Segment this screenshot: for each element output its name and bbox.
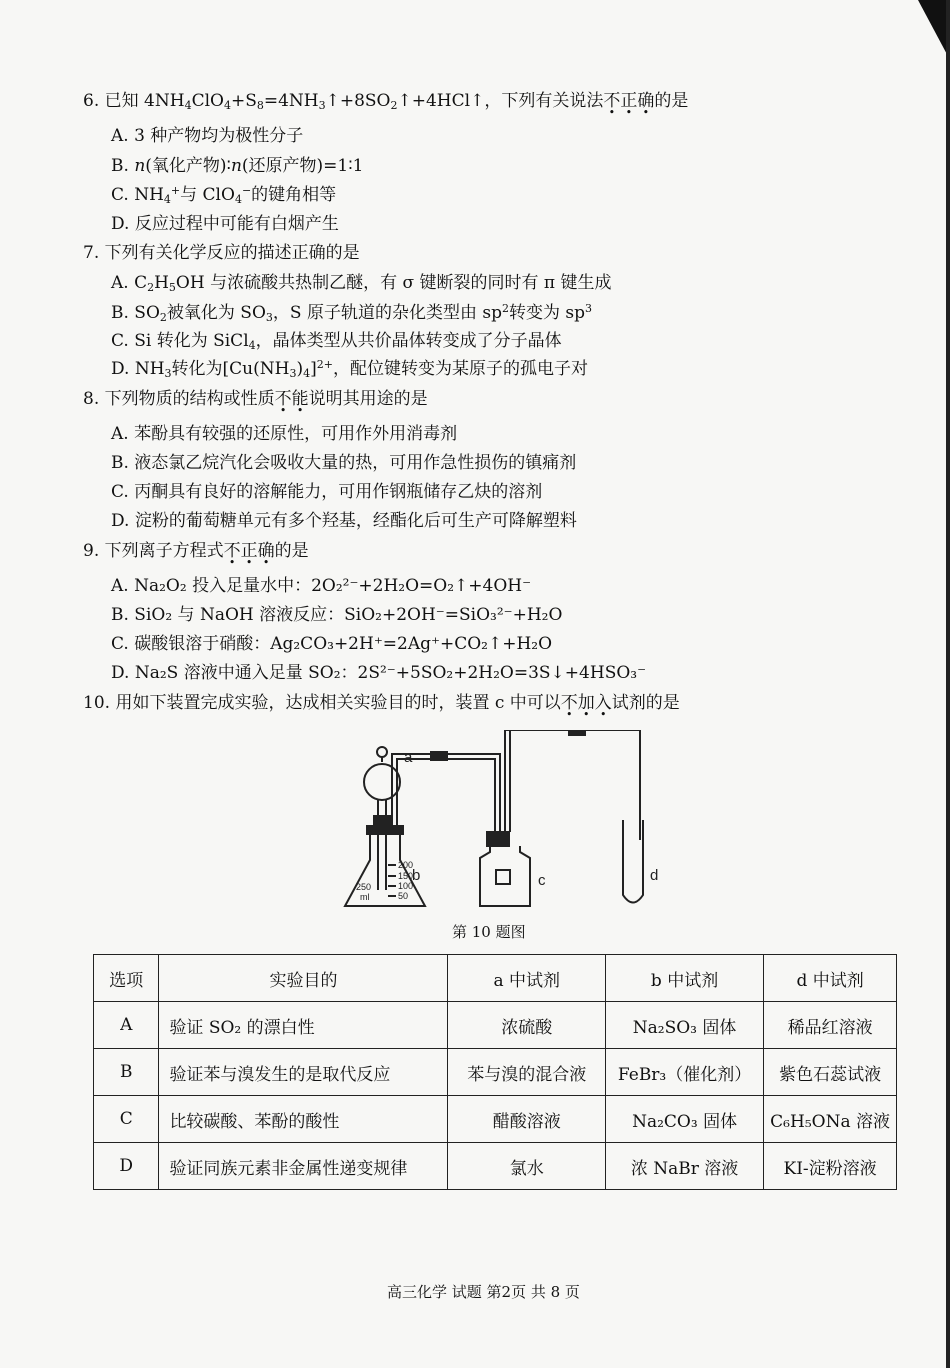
header-cell: a 中试剂 bbox=[448, 955, 606, 1002]
table-cell: B bbox=[94, 1049, 159, 1096]
header-cell: 实验目的 bbox=[159, 955, 448, 1002]
flask-volume: 250 bbox=[356, 882, 372, 892]
table-row bbox=[94, 1002, 897, 1049]
label-c: c bbox=[538, 872, 546, 889]
table-cell: 稀品红溶液 bbox=[764, 1002, 897, 1049]
table-cell: KI-淀粉溶液 bbox=[764, 1143, 897, 1190]
table-cell: 浓 NaBr 溶液 bbox=[605, 1143, 763, 1190]
table-cell: Na₂SO₃ 固体 bbox=[605, 1002, 763, 1049]
grad-100: 100 bbox=[398, 881, 414, 891]
separatory-funnel bbox=[364, 764, 400, 800]
table-cell: 验证同族元素非金属性递变规律 bbox=[159, 1143, 448, 1190]
table-cell: 验证 SO₂ 的漂白性 bbox=[159, 1002, 448, 1049]
table-row bbox=[94, 1049, 897, 1096]
q7-option-d: D. $NH_3$转化为$[Cu(NH_3)_4]^{2+}$，配位键转变为某原子的孤电子对 bbox=[111, 358, 588, 380]
table-row bbox=[94, 1143, 897, 1190]
question-10-stem: 10. 用如下装置完成实验，达成相关实验目的时，装置 c 中可以不加入试剂的是 bbox=[83, 693, 680, 713]
q6-option-b: B. n(氧化产物)∶n(还原产物)=1∶1 bbox=[111, 156, 364, 176]
question-9-stem: 9. 下列离子方程式不正确的是 bbox=[83, 541, 309, 561]
q8-option-c: C. 丙酮具有良好的溶解能力，可用作钢瓶储存乙炔的溶剂 bbox=[111, 482, 543, 502]
header-cell: d 中试剂 bbox=[764, 955, 897, 1002]
table-cell: A bbox=[94, 1002, 159, 1049]
header-cell: b 中试剂 bbox=[605, 955, 763, 1002]
table-header-row bbox=[94, 955, 897, 1002]
q7-option-c: C. Si 转化为 SiCl$_4$，晶体类型从共价晶体转变成了分子晶体 bbox=[111, 331, 562, 352]
scan-edge bbox=[946, 0, 950, 1368]
table-cell: 比较碳酸、苯酚的酸性 bbox=[159, 1096, 448, 1143]
table-row bbox=[94, 1096, 897, 1143]
connector-1 bbox=[430, 751, 448, 761]
table-cell: FeBr₃（催化剂） bbox=[605, 1049, 763, 1096]
table-cell: 浓硫酸 bbox=[448, 1002, 606, 1049]
table-cell: C₆H₅ONa 溶液 bbox=[764, 1096, 897, 1143]
connector-2 bbox=[568, 730, 586, 736]
q8-option-a: A. 苯酚具有较强的还原性，可用作外用消毒剂 bbox=[111, 424, 458, 444]
q9-option-d: D. Na₂S 溶液中通入足量 SO₂：2S²⁻+5SO₂+2H₂O=3S↓+4HSO₃⁻ bbox=[111, 663, 647, 683]
q6-option-c: C. $NH_4^+$与 ClO$_4$−的键角相等 bbox=[111, 184, 337, 206]
table-cell: C bbox=[94, 1096, 159, 1143]
label-d: d bbox=[650, 867, 659, 884]
table-cell: D bbox=[94, 1143, 159, 1190]
q8-option-d: D. 淀粉的葡萄糖单元有多个羟基，经酯化后可生产可降解塑料 bbox=[111, 511, 577, 531]
q7-option-b: B. $SO_2$被氧化为 $SO_3$，S 原子轨道的杂化类型由 $sp^2$转变为 $sp^3$ bbox=[111, 302, 592, 324]
reagent-table bbox=[93, 954, 897, 1190]
table-cell: 验证苯与溴发生的是取代反应 bbox=[159, 1049, 448, 1096]
question-6-stem: 6. 已知 $4NH_4ClO_4+S_8=4NH_3↑+8SO_2↑+4HCl↑$，下列有关说法不正确的是 bbox=[83, 91, 689, 112]
gas-bottle-c bbox=[480, 846, 530, 906]
label-a: a bbox=[404, 749, 413, 766]
flask-unit: ml bbox=[360, 892, 370, 902]
q7-option-a: A. $C_2H_5OH$ 与浓硫酸共热制乙醚，有 σ 键断裂的同时有 π 键生成 bbox=[111, 273, 612, 294]
q9-option-a: A. Na₂O₂ 投入足量水中：2O₂²⁻+2H₂O=O₂↑+4OH⁻ bbox=[111, 576, 532, 596]
table-cell: Na₂CO₃ 固体 bbox=[605, 1096, 763, 1143]
q6-option-a: A. 3 种产物均为极性分子 bbox=[111, 126, 304, 146]
label-b: b bbox=[412, 867, 421, 884]
table-cell: 氯水 bbox=[448, 1143, 606, 1190]
header-cell: 选项 bbox=[94, 955, 159, 1002]
q9-option-b: B. SiO₂ 与 NaOH 溶液反应：SiO₂+2OH⁻=SiO₃²⁻+H₂O bbox=[111, 605, 563, 625]
q8-option-b: B. 液态氯乙烷汽化会吸收大量的热，可用作急性损伤的镇痛剂 bbox=[111, 453, 577, 473]
table-cell: 苯与溴的混合液 bbox=[448, 1049, 606, 1096]
grad-150: 150 bbox=[398, 871, 414, 881]
grad-200: 200 bbox=[398, 860, 414, 870]
page-footer: 高三化学 试题 第2页 共 8 页 bbox=[387, 1283, 580, 1301]
apparatus-diagram bbox=[340, 730, 670, 915]
funnel-stopper bbox=[377, 747, 387, 757]
funnel-valve bbox=[374, 816, 390, 824]
grad-50: 50 bbox=[398, 891, 409, 901]
table-cell: 醋酸溶液 bbox=[448, 1096, 606, 1143]
q9-option-c: C. 碳酸银溶于硝酸：Ag₂CO₃+2H⁺=2Ag⁺+CO₂↑+H₂O bbox=[111, 634, 553, 654]
question-8-stem: 8. 下列物质的结构或性质不能说明其用途的是 bbox=[83, 389, 428, 409]
table-cell: 紫色石蕊试液 bbox=[764, 1049, 897, 1096]
figure-caption: 第 10 题图 bbox=[452, 923, 526, 941]
question-7-stem: 7. 下列有关化学反应的描述正确的是 bbox=[83, 243, 360, 263]
q6-option-d: D. 反应过程中可能有白烟产生 bbox=[111, 214, 339, 234]
